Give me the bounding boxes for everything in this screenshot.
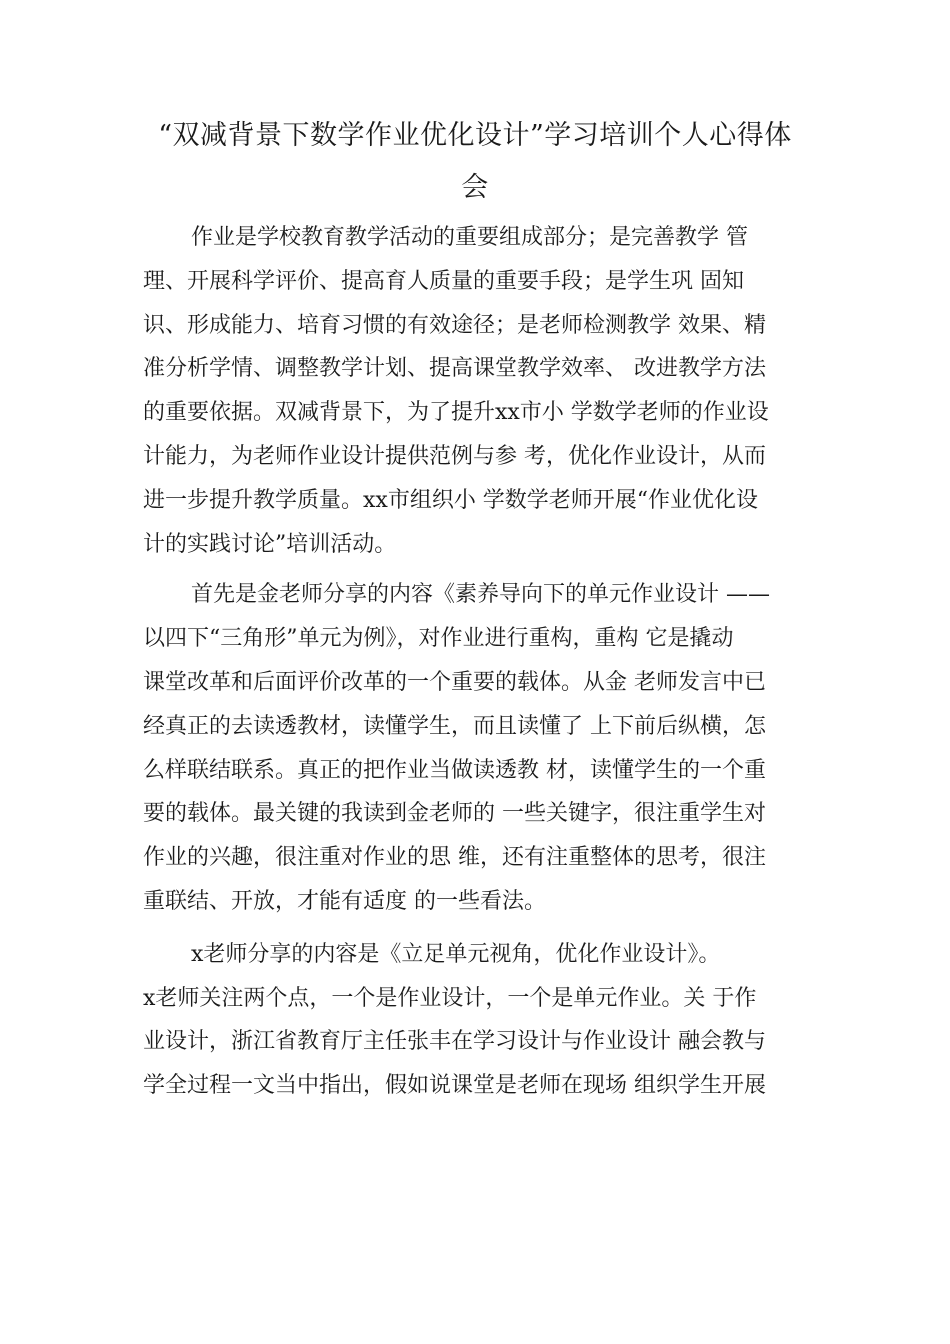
text-line: 以四下“三角形”单元为例》，对作业进行重构，重构 它是撬动	[143, 626, 734, 652]
text-line: 计能力，为老师作业设计提供范例与参 考，优化作业设计，从而	[143, 443, 766, 469]
text-line: 课堂改革和后面评价改革的一个重要的载体。从金 老师发言中已	[143, 669, 766, 695]
paragraph	[143, 216, 823, 566]
document-title	[120, 110, 830, 214]
text-line: 经真正的去读透教材，读懂学生，而且读懂了 上下前后纵横，怎	[143, 713, 766, 739]
text-line: 作业的兴趣，很注重对作业的思 维，还有注重整体的思考，很注	[143, 845, 766, 871]
text-line: 重联结、开放，才能有适度 的一些看法。	[143, 888, 546, 914]
text-line: x老师关注两个点，一个是作业设计，一个是单元作业。关 于作	[143, 985, 757, 1011]
text-line: 理、开展科学评价、提高育人质量的重要手段；是学生巩 固知	[143, 268, 744, 294]
title-line: “双减背景下数学作业优化设计”学习培训个人心得体	[158, 120, 792, 151]
text-line: 要的载体。最关键的我读到金老师的 一些关键字，很注重学生对	[143, 801, 766, 827]
text-line: 作业是学校教育教学活动的重要组成部分；是完善教学 管	[191, 225, 748, 250]
text-line: 计的实践讨论”培训活动。	[143, 531, 397, 557]
text-line: 业设计，浙江省教育厅主任张丰在学习设计与作业设计 融会教与	[143, 1029, 766, 1055]
text-line: 进一步提升教学质量。xx市组织小 学数学老师开展“作业优化设	[143, 487, 759, 513]
text-line: 学全过程一文当中指出，假如说课堂是老师在现场 组织学生开展	[143, 1073, 766, 1099]
paragraph	[143, 573, 823, 923]
paragraph	[143, 933, 823, 977]
paragraph-spacer	[143, 924, 823, 933]
text-line: x老师分享的内容是《立足单元视角，优化作业设计》。	[191, 941, 721, 967]
paragraph-spacer	[143, 566, 823, 573]
text-line: 么样联结联系。真正的把作业当做读透教 材，读懂学生的一个重	[143, 757, 766, 783]
paragraph	[143, 977, 823, 1108]
text-line: 识、形成能力、培育习惯的有效途径；是老师检测教学 效果、精	[143, 312, 766, 338]
text-line: 的重要依据。双减背景下，为了提升xx市小 学数学老师的作业设	[143, 400, 769, 426]
title-line: 会	[461, 172, 489, 203]
text-line: 首先是金老师分享的内容《素养导向下的单元作业设计 ——	[191, 582, 770, 608]
text-line: 准分析学情、调整教学计划、提高课堂教学效率、 改进教学方法	[143, 356, 766, 382]
document-body	[143, 216, 823, 1108]
